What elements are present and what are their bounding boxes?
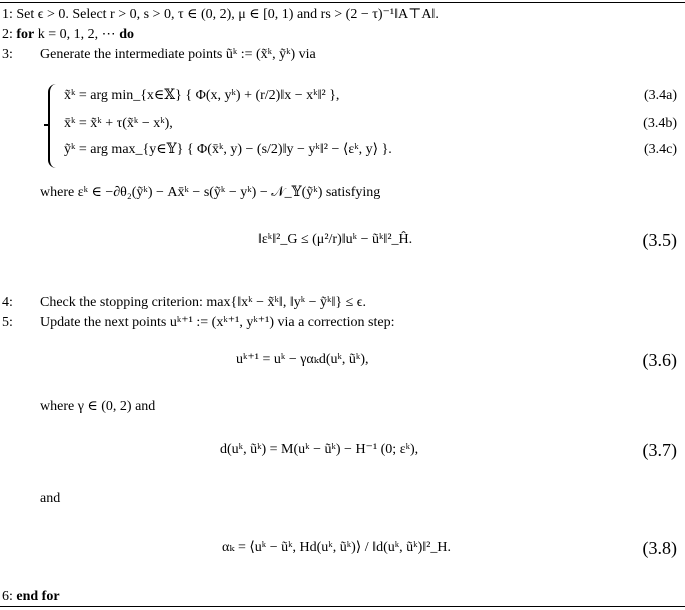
step-3-text: Generate the intermediate points ũᵏ := (x̃ᵏ, ỹᵏ) via xyxy=(40,47,316,62)
step-5-number: 5: xyxy=(2,315,13,330)
bottom-rule xyxy=(0,606,685,607)
step-2-number: 2: xyxy=(2,27,13,42)
step-5 xyxy=(2,314,394,332)
equation-3-5: ‖εᵏ‖²_G ≤ (μ²/r)‖uᵏ − ũᵏ‖²_Ĥ. xyxy=(258,232,413,247)
equation-3-7-tag: (3.7) xyxy=(642,440,677,460)
top-rule xyxy=(0,2,685,3)
step-3 xyxy=(2,46,316,64)
equation-3-5-tag: (3.5) xyxy=(642,230,677,250)
step-4-number: 4: xyxy=(2,295,13,310)
loop-range: k = 0, 1, 2, ⋯ xyxy=(37,27,116,42)
equation-3-8: αₖ = ⟨uᵏ − ũᵏ, Hd(uᵏ, ũᵏ)⟩ / ‖d(uᵏ, ũᵏ)‖²_H. xyxy=(222,540,451,555)
equation-3-8-tag: (3.8) xyxy=(642,538,677,558)
equation-brace-tip xyxy=(44,124,50,130)
equation-3-4a-tag: (3.4a) xyxy=(643,88,677,103)
equation-3-4a: x̃ᵏ = arg min_{x∈𝕏} { Φ(x, yᵏ) + (r/2)‖x − xᵏ‖² }, xyxy=(64,88,340,103)
equation-3-4c: ỹᵏ = arg max_{y∈𝕐} { Φ(x̄ᵏ, y) − (s/2)‖y − yᵏ‖² − ⟨εᵏ, y⟩ }. xyxy=(64,142,392,157)
step-4-text: Check the stopping criterion: max{‖xᵏ − x̃ᵏ‖, ‖yᵏ − ỹᵏ‖} ≤ ϵ. xyxy=(40,295,366,310)
step-6 xyxy=(2,588,60,606)
equation-3-4c-tag: (3.4c) xyxy=(643,142,677,157)
equation-3-6-tag: (3.6) xyxy=(642,350,677,370)
equation-3-7: d(uᵏ, ũᵏ) = M(uᵏ − ũᵏ) − H⁻¹ (0; εᵏ), xyxy=(220,442,419,457)
equation-3-4b: x̄ᵏ = x̃ᵏ + τ(x̃ᵏ − xᵏ), xyxy=(64,116,173,131)
step-6-number: 6: xyxy=(2,589,13,604)
where-gamma-text: where γ ∈ (0, 2) and xyxy=(40,399,156,414)
do-keyword: do xyxy=(119,27,134,42)
end-for-keyword: end for xyxy=(16,589,60,604)
step-4 xyxy=(2,294,366,312)
step-5-text: Update the next points uᵏ⁺¹ := (xᵏ⁺¹, yᵏ⁺¹) via a correction step: xyxy=(40,315,395,330)
step-3-number: 3: xyxy=(2,47,13,62)
equation-3-4b-tag: (3.4b) xyxy=(643,116,677,131)
and-text: and xyxy=(40,491,61,506)
step-2 xyxy=(2,26,134,44)
step-1: 1: Set ϵ > 0. Select r > 0, s > 0, τ ∈ (0, 2), μ ∈ [0, 1) and rs > (2 − τ)⁻¹‖A⊤A‖. xyxy=(2,7,439,22)
where-epsilon-text: where εᵏ ∈ −∂θ₂(ỹᵏ) − Ax̄ᵏ − s(ỹᵏ − yᵏ) − 𝒩_𝕐(ỹᵏ) satisfying xyxy=(40,185,381,200)
for-keyword: for xyxy=(16,27,35,42)
equation-3-6: uᵏ⁺¹ = uᵏ − γαₖd(uᵏ, ũᵏ), xyxy=(236,352,369,367)
